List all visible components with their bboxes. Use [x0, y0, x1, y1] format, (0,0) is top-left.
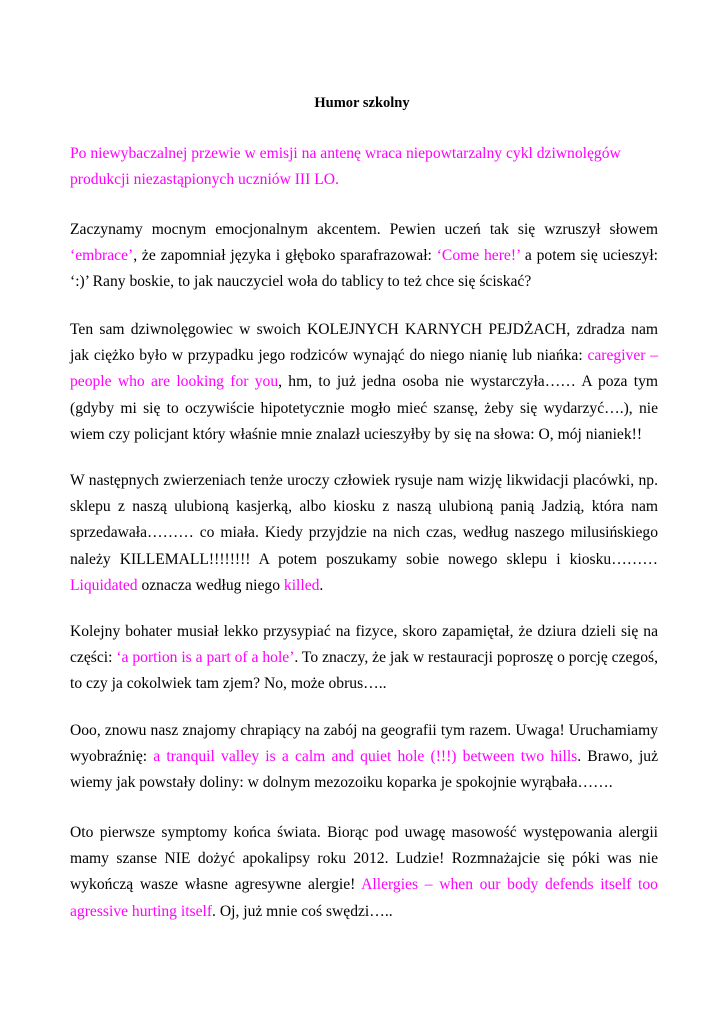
text-span: a potem się ucieszył: ‘:)’ Rany boskie, to jak nauczyciel woła do tablicy to też chce się ściskać?	[70, 247, 658, 291]
text-span: . To znaczy, że jak w restauracji poproszę o porcję czegoś, to czy ja cokolwiek tam zjem? No, może obrus…..	[70, 649, 658, 693]
highlight-span: ‘embrace’	[70, 247, 134, 265]
paragraph-valley	[70, 718, 658, 797]
text-span: , że zapomniał języka i głęboko sparafrazował:	[133, 247, 437, 265]
text-span: , hm, to już jedna osoba nie wystarczyła…… A poza tym (gdyby mi się to oczywiście hipotetycznie mogło mieć szansę, żeby się wydarzyć….), nie wiem czy policjant który właśnie mnie znalazł ucieszyłby by się na słowa: O, mój nianiek!!	[70, 373, 658, 443]
paragraph-embrace	[70, 217, 658, 296]
paragraph-liquidated	[70, 468, 658, 599]
text-span: oznacza według niego	[137, 576, 284, 594]
text-span: Zaczynamy mocnym emocjonalnym akcentem. Pewien uczeń tak się wzruszył słowem	[70, 221, 658, 238]
highlight-span: Allergies – when our body defends itself too agressive hurting itself	[70, 876, 658, 920]
text-span: Ten sam dziwnolęgowiec w swoich KOLEJNYCH KARNYCH PEJDŻACH, zdradza nam jak ciężko było w przypadku jego rodziców wynająć do niego nianię lub niańka:	[70, 321, 658, 365]
text-span: .	[319, 576, 324, 594]
highlight-span: ‘Come here!’	[436, 247, 521, 265]
highlight-span: ‘a portion is a part of a hole’	[116, 649, 295, 667]
text-span: Kolejny bohater musiał lekko przysypiać na fizyce, skoro zapamiętał, że dziura dzieli się na części:	[70, 623, 658, 667]
document-title: Humor szkolny	[314, 95, 410, 111]
highlight-span: killed	[283, 576, 320, 594]
text-span: W następnych zwierzeniach tenże uroczy człowiek rysuje nam wizję likwidacji placówki, np. sklepu z naszą ulubioną kasjerką, albo kiosku z naszą ulubioną panią Jadzią, która nam sprzedawała……… co miała. Kiedy przyjdzie na nich czas, według naszego milusińskiego należy KILLEMALL!!!!!!!! A potem poszukamy sobie nowego sklepu i kiosku………	[70, 472, 658, 568]
paragraph-allergies	[70, 820, 658, 925]
paragraph-portion	[70, 619, 658, 698]
highlight-span: Liquidated	[70, 576, 138, 594]
intro-paragraph: Po niewybaczalnej przewie w emisji na antenę wraca niepowtarzalny cykl dziwnolęgów produkcji niezastąpionych uczniów III LO.	[70, 145, 621, 189]
highlight-span: a tranquil valley is a calm and quiet hole (!!!) between two hills	[153, 748, 578, 766]
text-span: Oto pierwsze symptomy końca świata. Biorąc pod uwagę masowość występowania alergii mamy szanse NIE dożyć apokalipsy roku 2012. Ludzie! Rozmnażajcie się póki was nie wykończą wasze własne agresywne alergie!	[70, 824, 658, 894]
text-span: Ooo, znowu nasz znajomy chrapiący na zabój na geografii tym razem. Uwaga! Uruchamiamy wyobraźnię:	[70, 722, 658, 766]
text-span: . Brawo, już wiemy jak powstały doliny: w dolnym mezozoiku koparka je spokojnie wyrąbała…….	[70, 748, 658, 792]
text-span: . Oj, już mnie coś swędzi…..	[212, 902, 393, 920]
highlight-span: caregiver – people who are looking for you	[70, 347, 658, 391]
paragraph-caregiver	[70, 317, 658, 448]
